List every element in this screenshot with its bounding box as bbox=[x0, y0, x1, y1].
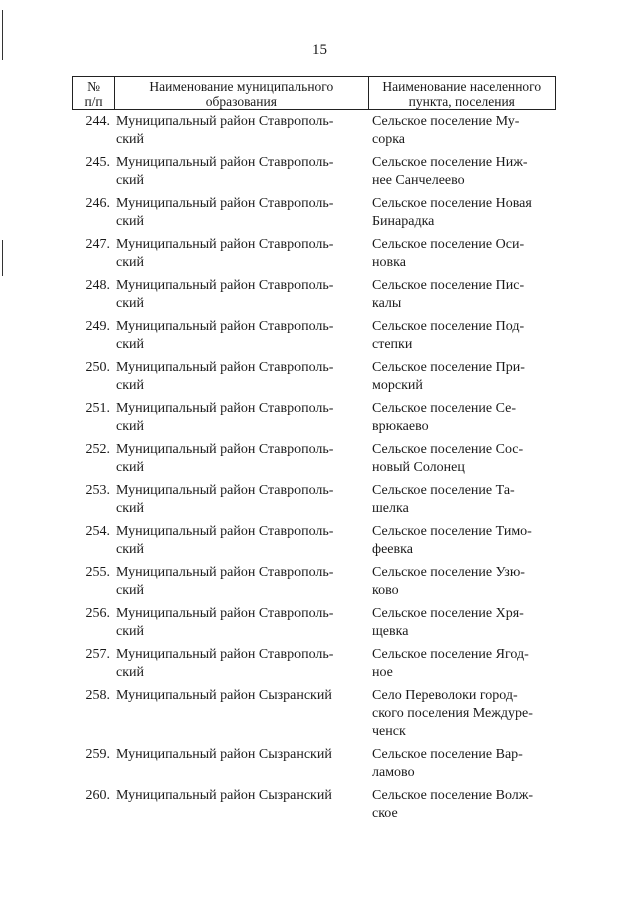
municipality-cell bbox=[116, 236, 358, 272]
settlement-cell bbox=[372, 605, 556, 641]
municipality-cell bbox=[116, 482, 358, 518]
municipality-line: ский bbox=[116, 132, 144, 147]
municipality-cell bbox=[116, 195, 358, 231]
settlement-cell bbox=[372, 746, 556, 782]
municipality-cell bbox=[116, 359, 358, 395]
row-number: 247. bbox=[85, 237, 110, 252]
municipality-line: Муниципальный район Ставрополь- bbox=[116, 442, 334, 457]
row-number: 259. bbox=[85, 747, 110, 762]
row-number: 255. bbox=[85, 565, 110, 580]
settlement-line: шелка bbox=[372, 501, 409, 516]
header-municipality: Наименование муниципального образования bbox=[115, 77, 368, 110]
settlement-line: ное bbox=[372, 665, 393, 680]
settlement-line: ченск bbox=[372, 724, 406, 739]
municipality-cell bbox=[116, 400, 358, 436]
row-number: 244. bbox=[85, 114, 110, 129]
settlement-cell bbox=[372, 400, 556, 436]
header-settlement: Наименование населенного пункта, поселения bbox=[368, 77, 555, 110]
settlement-cell bbox=[372, 154, 556, 190]
settlement-line: ское bbox=[372, 806, 398, 821]
municipality-line: ский bbox=[116, 624, 144, 639]
settlement-line: Бинарадка bbox=[372, 214, 435, 229]
settlement-line: Сельское поселение Сос- bbox=[372, 442, 524, 457]
municipality-line: ский bbox=[116, 583, 144, 598]
settlement-line: Сельское поселение Ягод- bbox=[372, 647, 529, 662]
settlement-line: морский bbox=[372, 378, 423, 393]
municipality-cell bbox=[116, 746, 358, 764]
settlement-line: Сельское поселение Под- bbox=[372, 319, 525, 334]
municipality-line: Муниципальный район Ставрополь- bbox=[116, 401, 334, 416]
municipality-cell bbox=[116, 441, 358, 477]
row-number: 246. bbox=[85, 196, 110, 211]
municipality-line: ский bbox=[116, 214, 144, 229]
municipality-line: ский bbox=[116, 173, 144, 188]
municipality-cell bbox=[116, 113, 358, 149]
municipality-line: ский bbox=[116, 665, 144, 680]
row-number: 257. bbox=[85, 647, 110, 662]
margin-mark-top bbox=[2, 10, 3, 60]
settlement-line: степки bbox=[372, 337, 413, 352]
municipality-line: Муниципальный район Ставрополь- bbox=[116, 647, 334, 662]
settlement-cell bbox=[372, 236, 556, 272]
municipality-line: ский bbox=[116, 542, 144, 557]
row-number: 254. bbox=[85, 524, 110, 539]
settlement-cell bbox=[372, 113, 556, 149]
municipality-cell bbox=[116, 318, 358, 354]
settlement-cell bbox=[372, 687, 556, 741]
municipality-cell bbox=[116, 646, 358, 682]
municipality-cell bbox=[116, 277, 358, 313]
municipality-line: Муниципальный район Сызранский bbox=[116, 747, 332, 762]
municipality-line: Муниципальный район Ставрополь- bbox=[116, 483, 334, 498]
settlement-line: Сельское поселение Ниж- bbox=[372, 155, 528, 170]
municipality-line: Муниципальный район Ставрополь- bbox=[116, 319, 334, 334]
settlement-line: врюкаево bbox=[372, 419, 429, 434]
settlement-line: Сельское поселение Узю- bbox=[372, 565, 525, 580]
row-number: 248. bbox=[85, 278, 110, 293]
settlement-line: Сельское поселение Хря- bbox=[372, 606, 524, 621]
municipality-line: Муниципальный район Ставрополь- bbox=[116, 237, 334, 252]
municipality-line: Муниципальный район Ставрополь- bbox=[116, 278, 334, 293]
municipality-cell bbox=[116, 687, 358, 705]
settlement-line: Сельское поселение Оси- bbox=[372, 237, 525, 252]
settlement-cell bbox=[372, 787, 556, 823]
row-number: 253. bbox=[85, 483, 110, 498]
municipality-line: ский bbox=[116, 419, 144, 434]
settlement-cell bbox=[372, 359, 556, 395]
municipality-line: Муниципальный район Ставрополь- bbox=[116, 360, 334, 375]
settlement-line: Село Переволоки город- bbox=[372, 688, 518, 703]
row-number: 245. bbox=[85, 155, 110, 170]
municipality-line: Муниципальный район Ставрополь- bbox=[116, 524, 334, 539]
settlement-cell bbox=[372, 482, 556, 518]
municipality-line: ский bbox=[116, 378, 144, 393]
row-number: 250. bbox=[85, 360, 110, 375]
settlement-line: феевка bbox=[372, 542, 413, 557]
row-number: 251. bbox=[85, 401, 110, 416]
municipality-line: Муниципальный район Сызранский bbox=[116, 788, 332, 803]
municipality-line: Муниципальный район Ставрополь- bbox=[116, 155, 334, 170]
settlement-line: ково bbox=[372, 583, 399, 598]
settlement-cell bbox=[372, 646, 556, 682]
municipality-cell bbox=[116, 564, 358, 600]
municipality-line: ский bbox=[116, 460, 144, 475]
row-number: 258. bbox=[85, 688, 110, 703]
settlement-cell bbox=[372, 523, 556, 559]
settlement-line: Сельское поселение При- bbox=[372, 360, 525, 375]
municipality-line: ский bbox=[116, 255, 144, 270]
municipality-line: ский bbox=[116, 501, 144, 516]
settlement-line: Сельское поселение Вар- bbox=[372, 747, 523, 762]
municipality-line: Муниципальный район Ставрополь- bbox=[116, 565, 334, 580]
settlement-line: Сельское поселение Та- bbox=[372, 483, 515, 498]
municipality-line: Муниципальный район Ставрополь- bbox=[116, 114, 334, 129]
row-number: 252. bbox=[85, 442, 110, 457]
margin-mark-middle bbox=[2, 240, 3, 276]
settlement-line: Сельское поселение Се- bbox=[372, 401, 517, 416]
row-number: 260. bbox=[85, 788, 110, 803]
page-number: 15 bbox=[312, 42, 327, 58]
settlement-line: щевка bbox=[372, 624, 409, 639]
settlement-line: Сельское поселение Волж- bbox=[372, 788, 534, 803]
municipality-line: ский bbox=[116, 296, 144, 311]
settlement-cell bbox=[372, 441, 556, 477]
municipality-cell bbox=[116, 605, 358, 641]
municipality-cell bbox=[116, 787, 358, 805]
settlement-line: Сельское поселение Новая bbox=[372, 196, 532, 211]
settlement-cell bbox=[372, 318, 556, 354]
settlement-cell bbox=[372, 277, 556, 313]
settlement-cell bbox=[372, 195, 556, 231]
header-num: № п/п bbox=[73, 77, 115, 110]
settlement-line: сорка bbox=[372, 132, 406, 147]
row-number: 256. bbox=[85, 606, 110, 621]
municipality-line: Муниципальный район Ставрополь- bbox=[116, 196, 334, 211]
municipality-cell bbox=[116, 523, 358, 559]
municipality-cell bbox=[116, 154, 358, 190]
settlement-cell bbox=[372, 564, 556, 600]
settlement-line: Сельское поселение Тимо- bbox=[372, 524, 532, 539]
settlement-line: новка bbox=[372, 255, 406, 270]
municipality-line: ский bbox=[116, 337, 144, 352]
municipality-line: Муниципальный район Ставрополь- bbox=[116, 606, 334, 621]
settlement-line: ламово bbox=[372, 765, 415, 780]
settlement-line: новый Солонец bbox=[372, 460, 465, 475]
settlement-line: Сельское поселение Пис- bbox=[372, 278, 525, 293]
settlement-line: калы bbox=[372, 296, 402, 311]
settlement-line: ского поселения Междуре- bbox=[372, 706, 533, 721]
row-number: 249. bbox=[85, 319, 110, 334]
table-header bbox=[72, 76, 556, 110]
municipality-line: Муниципальный район Сызранский bbox=[116, 688, 332, 703]
settlement-line: нее Санчелеево bbox=[372, 173, 465, 188]
settlement-line: Сельское поселение Му- bbox=[372, 114, 520, 129]
